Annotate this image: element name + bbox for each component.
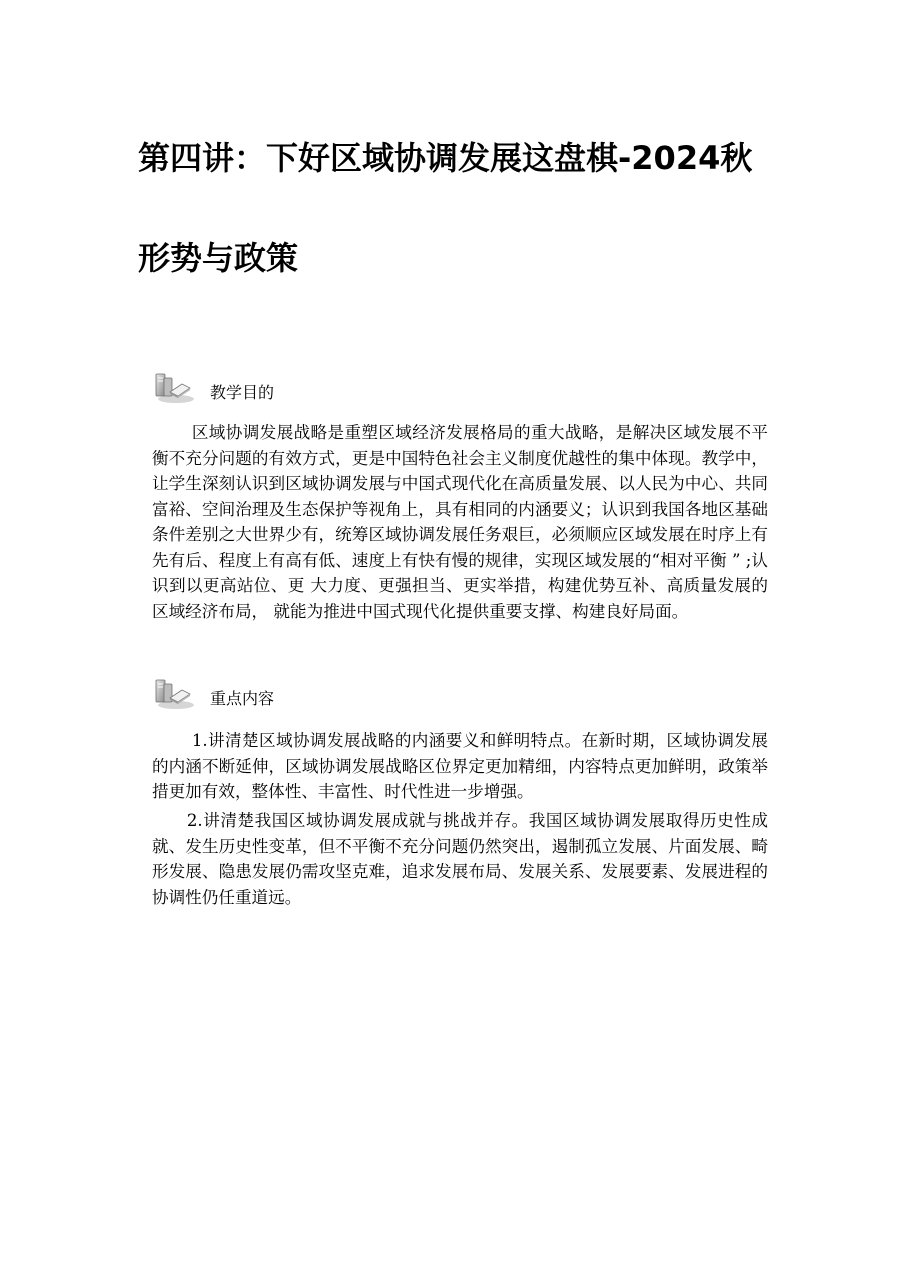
books-icon [152,672,196,712]
paragraph-key-point-1: 1.讲清楚区域协调发展战略的内涵要义和鲜明特点。在新时期，区域协调发展的内涵不断延伸，区域协调发展战略区位界定更加精细，内容特点更加鲜明，政策举措更加有效，整体性、丰富性、时代性进一步增强。 [152,731,768,801]
document-title-line-1: 第四讲：下好区域协调发展这盘棋-2024秋 [138,139,753,177]
paragraph-teaching-goal: 区域协调发展战略是重塑区域经济发展格局的重大战略，是解决区域发展不平衡不充分问题的有效方式，更是中国特色社会主义制度优越性的集中体现。教学中，让学生深刻认识到区域协调发展与中国式现代化在高质量发展、以人民为中心、共同富裕、空间治理及生态保护等视角上，具有相同的内涵要义；认识到我国各地区基础条件差别之大世界少有，统筹区域协调发展任务艰巨，必须顺应区域发展在时序上有先有后、程度上有高有低、速度上有快有慢的规律，实现区域发展的“相对平衡 ” ;认识到以更高站位、更 大力度、更强担当、更实举措，构建优势互补、高质量发展的区域经济布局， 就能为推进中国式现代化提供重要支撑、构建良好局面。 [152,423,768,621]
section-heading-key-content [152,672,452,712]
section-heading-label: 重点内容 [210,689,275,708]
section-heading-teaching-goal [152,366,452,406]
paragraph-key-point-2: 2.讲清楚我国区域协调发展成就与挑战并存。我国区域协调发展取得历史性成就、发生历史性变革，但不平衡不充分问题仍然突出，遏制孤立发展、片面发展、畸形发展、隐患发展仍需攻坚克难，追求发展布局、发展关系、发展要素、发展进程的协调性仍任重道远。 [152,811,768,907]
section-heading-label: 教学目的 [210,383,275,402]
document-title-line-2: 形势与政策 [138,239,299,277]
books-icon [152,366,196,406]
